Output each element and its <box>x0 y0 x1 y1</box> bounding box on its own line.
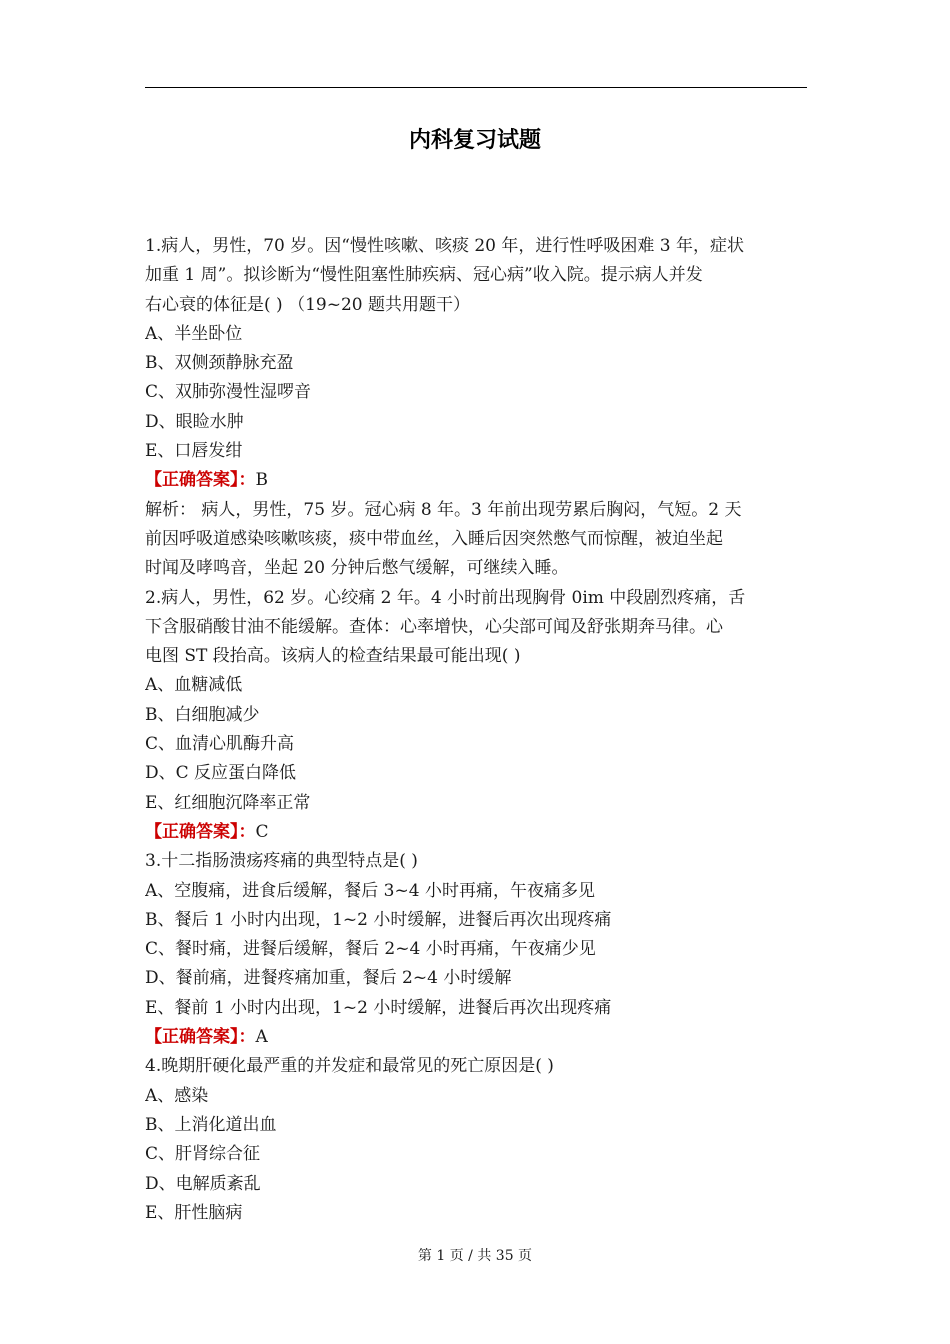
text-line: 右心衰的体征是( ) （19~20 题共用题干） <box>145 294 470 315</box>
text-line: A、半坐卧位 <box>145 323 243 344</box>
text-line: 1.病人，男性，70 岁。因“慢性咳嗽、咳痰 20 年，进行性呼吸困难 3 年，症状 <box>145 236 745 256</box>
text-line: C、双肺弥漫性湿啰音 <box>145 382 312 403</box>
text-line: B、双侧颈静脉充盈 <box>145 353 294 374</box>
text-line: 4.晚期肝硬化最严重的并发症和最常见的死亡原因是( ) <box>145 1056 554 1077</box>
header-rule <box>145 87 807 88</box>
page-footer: 第 1 页 / 共 35 页 <box>417 1248 533 1264</box>
answer-label: 【正确答案】： <box>145 470 256 491</box>
text-line: E、红细胞沉降率正常 <box>145 792 311 813</box>
answer-label: 【正确答案】： <box>145 1027 256 1048</box>
text-line: D、眼睑水肿 <box>145 411 244 432</box>
text-line: 下含服硝酸甘油不能缓解。查体：心率增快，心尖部可闻及舒张期奔马律。心 <box>145 616 723 637</box>
text-line: A、血糖减低 <box>145 675 243 696</box>
document-body <box>145 232 807 1228</box>
answer-label: 【正确答案】： <box>145 821 256 842</box>
text-line: 电图 ST 段抬高。该病人的检查结果最可能出现( ) <box>145 646 521 667</box>
text-line: B、白细胞减少 <box>145 704 260 725</box>
text-line: D、电解质紊乱 <box>145 1173 261 1194</box>
answer-value: B <box>255 470 268 491</box>
answer-value: C <box>255 821 269 842</box>
text-line: 时闻及哮鸣音，坐起 20 分钟后憋气缓解，可继续入睡。 <box>145 558 569 579</box>
document-title: 内科复习试题 <box>408 128 541 153</box>
text-line: D、C 反应蛋白降低 <box>145 763 297 784</box>
text-line: 加重 1 周”。拟诊断为“慢性阻塞性肺疾病、冠心病”收入院。提示病人并发 <box>145 265 703 286</box>
text-line: E、肝性脑病 <box>145 1202 243 1223</box>
text-line: B、餐后 1 小时内出现，1~2 小时缓解，进餐后再次出现疼痛 <box>145 909 612 930</box>
text-line: A、空腹痛，进食后缓解，餐后 3~4 小时再痛，午夜痛多见 <box>145 880 595 901</box>
text-line: A、感染 <box>145 1085 209 1106</box>
text-line: D、餐前痛，进餐疼痛加重，餐后 2~4 小时缓解 <box>145 968 512 989</box>
answer-value: A <box>255 1027 268 1048</box>
text-line: C、血清心肌酶升高 <box>145 734 295 755</box>
text-line: E、口唇发绀 <box>145 441 243 462</box>
text-line: 解析： 病人，男性，75 岁。冠心病 8 年。3 年前出现劳累后胸闷，气短。2 天 <box>145 499 742 520</box>
text-line: C、餐时痛，进餐后缓解，餐后 2~4 小时再痛，午夜痛少见 <box>145 939 596 960</box>
text-line: 前因呼吸道感染咳嗽咳痰，痰中带血丝，入睡后因突然憋气而惊醒，被迫坐起 <box>145 528 723 549</box>
answer-line <box>145 466 807 495</box>
text-line: 3.十二指肠溃疡疼痛的典型特点是( ) <box>145 851 418 872</box>
text-line: C、肝肾综合征 <box>145 1144 261 1165</box>
text-line: 2.病人，男性，62 岁。心绞痛 2 年。4 小时前出现胸骨 0im 中段剧烈疼痛，舌 <box>145 587 746 608</box>
text-line: B、上消化道出血 <box>145 1114 277 1135</box>
answer-line <box>145 1023 807 1052</box>
answer-line <box>145 818 807 847</box>
text-line: E、餐前 1 小时内出现，1~2 小时缓解，进餐后再次出现疼痛 <box>145 997 612 1018</box>
